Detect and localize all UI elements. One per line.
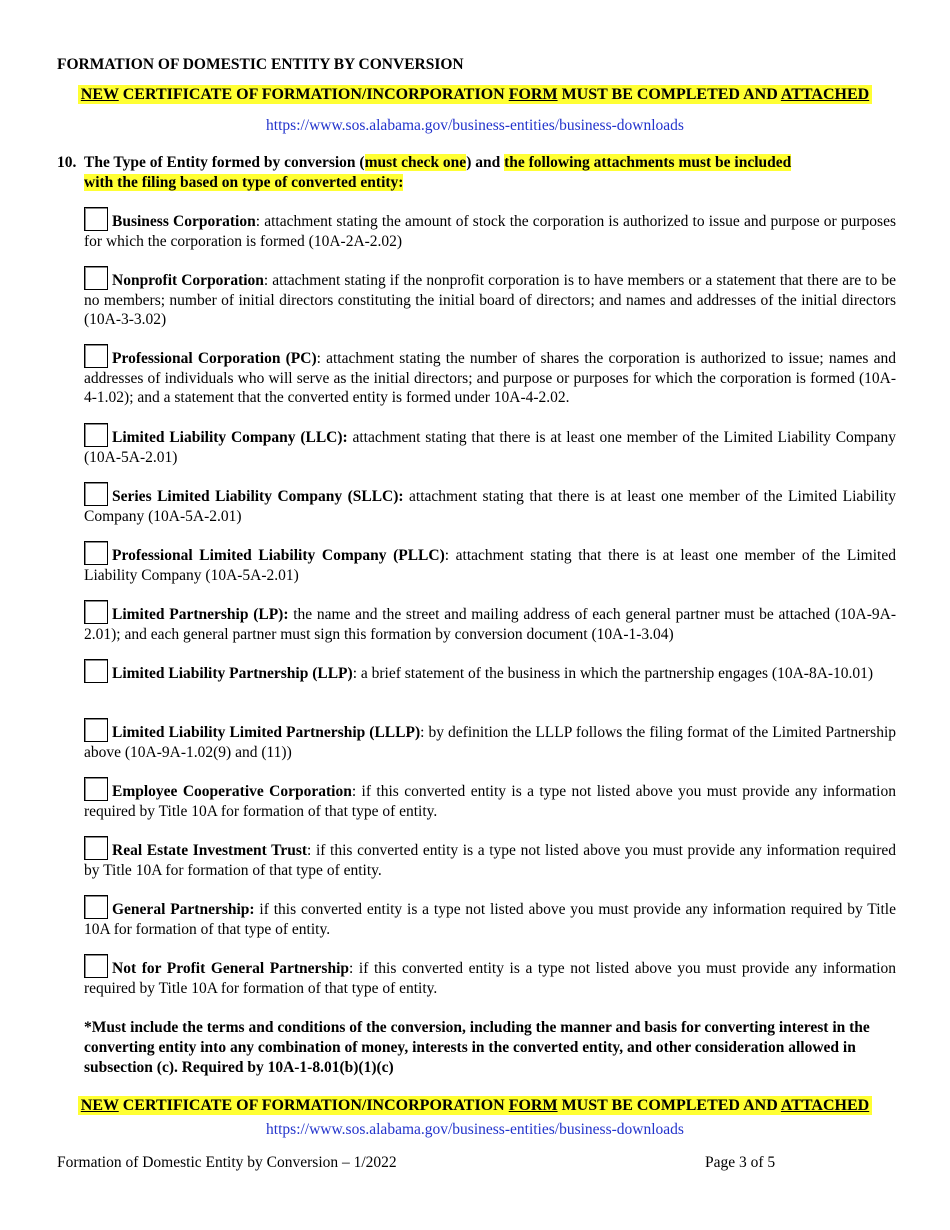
bottom-banner: NEW CERTIFICATE OF FORMATION/INCORPORATION FORM MUST BE COMPLETED AND ATTACHED — [0, 1097, 950, 1115]
downloads-link-bottom[interactable]: https://www.sos.alabama.gov/business-entities/business-downloads — [266, 1121, 684, 1138]
downloads-link-top[interactable]: https://www.sos.alabama.gov/business-entities/business-downloads — [266, 117, 684, 134]
checkbox[interactable] — [84, 954, 108, 978]
option-nonprofit-corporation: Nonprofit Corporation: attachment stating if the nonprofit corporation is to have members or a statement that there are to be no members; number of initial directors constituting the initial board of directors; and names and addresses of the initial directors (10A-3-3.02) — [84, 266, 896, 330]
checkbox[interactable] — [84, 207, 108, 231]
option-pllc: Professional Limited Liability Company (PLLC): attachment stating that there is at least one member of the Limited Liability Company (10A-5A-2.01) — [84, 541, 896, 585]
option-general-partnership: General Partnership: if this converted entity is a type not listed above you must provide any information required by Title 10A for formation of that type of entity. — [84, 895, 896, 939]
checkbox[interactable] — [84, 344, 108, 368]
checkbox[interactable] — [84, 836, 108, 860]
top-banner: NEW CERTIFICATE OF FORMATION/INCORPORATION FORM MUST BE COMPLETED AND ATTACHED — [0, 86, 950, 104]
option-lllp: Limited Liability Limited Partnership (LLLP): by definition the LLLP follows the filing format of the Limited Partnership above (10A-9A-1.02(9) and (11)) — [84, 718, 896, 762]
option-employee-cooperative: Employee Cooperative Corporation: if this converted entity is a type not listed above you must provide any information required by Title 10A for formation of that type of entity. — [84, 777, 896, 821]
checkbox[interactable] — [84, 541, 108, 565]
checkbox[interactable] — [84, 718, 108, 742]
checkbox[interactable] — [84, 482, 108, 506]
option-llp: Limited Liability Partnership (LLP): a brief statement of the business in which the partnership engages (10A-8A-10.01) — [84, 659, 896, 684]
option-limited-partnership: Limited Partnership (LP): the name and the street and mailing address of each general partner must be attached (10A-9A-2.01); and each general partner must sign this formation by conversion document (10A-1-3.04) — [84, 600, 896, 644]
checkbox[interactable] — [84, 659, 108, 683]
option-nfp-general-partnership: Not for Profit General Partnership: if this converted entity is a type not listed above you must provide any information required by Title 10A for formation of that type of entity. — [84, 954, 896, 998]
question-10: 10. The Type of Entity formed by conversion (must check one) and the following attachments must be included with the filing based on type of converted entity: — [57, 154, 792, 191]
checkbox[interactable] — [84, 777, 108, 801]
checkbox[interactable] — [84, 895, 108, 919]
option-llc: Limited Liability Company (LLC): attachment stating that there is at least one member of the Limited Liability Company (10A-5A-2.01) — [84, 423, 896, 467]
footer-form-title: Formation of Domestic Entity by Conversion – 1/2022 — [57, 1154, 397, 1171]
option-sllc: Series Limited Liability Company (SLLC): attachment stating that there is at least one member of the Limited Liability Company (10A-5A-2.01) — [84, 482, 896, 526]
footer-page-number: Page 3 of 5 — [705, 1154, 776, 1171]
checkbox[interactable] — [84, 600, 108, 624]
option-business-corporation: Business Corporation: attachment stating the amount of stock the corporation is authorized to issue and purpose or purposes for which the corporation is formed (10A-2A-2.02) — [84, 207, 896, 251]
page-heading: FORMATION OF DOMESTIC ENTITY BY CONVERSION — [57, 56, 464, 73]
option-professional-corporation: Professional Corporation (PC): attachment stating the number of shares the corporation is authorized to issue; names and addresses of individuals who will serve as the initial directors; and purpose or purposes for which the corporation is formed (10A-4-1.02); and a statement that the converted entity is formed under 10A-4-2.02. — [84, 344, 896, 408]
conversion-note: *Must include the terms and conditions of the conversion, including the manner and basis for converting interest in the converting entity into any combination of money, interests in the converted entity, and other consideration allowed in subsection (c). Required by 10A-1-8.01(b)(1)(c) — [84, 1019, 870, 1076]
option-reit: Real Estate Investment Trust: if this converted entity is a type not listed above you must provide any information required by Title 10A for formation of that type of entity. — [84, 836, 896, 880]
checkbox[interactable] — [84, 423, 108, 447]
checkbox[interactable] — [84, 266, 108, 290]
